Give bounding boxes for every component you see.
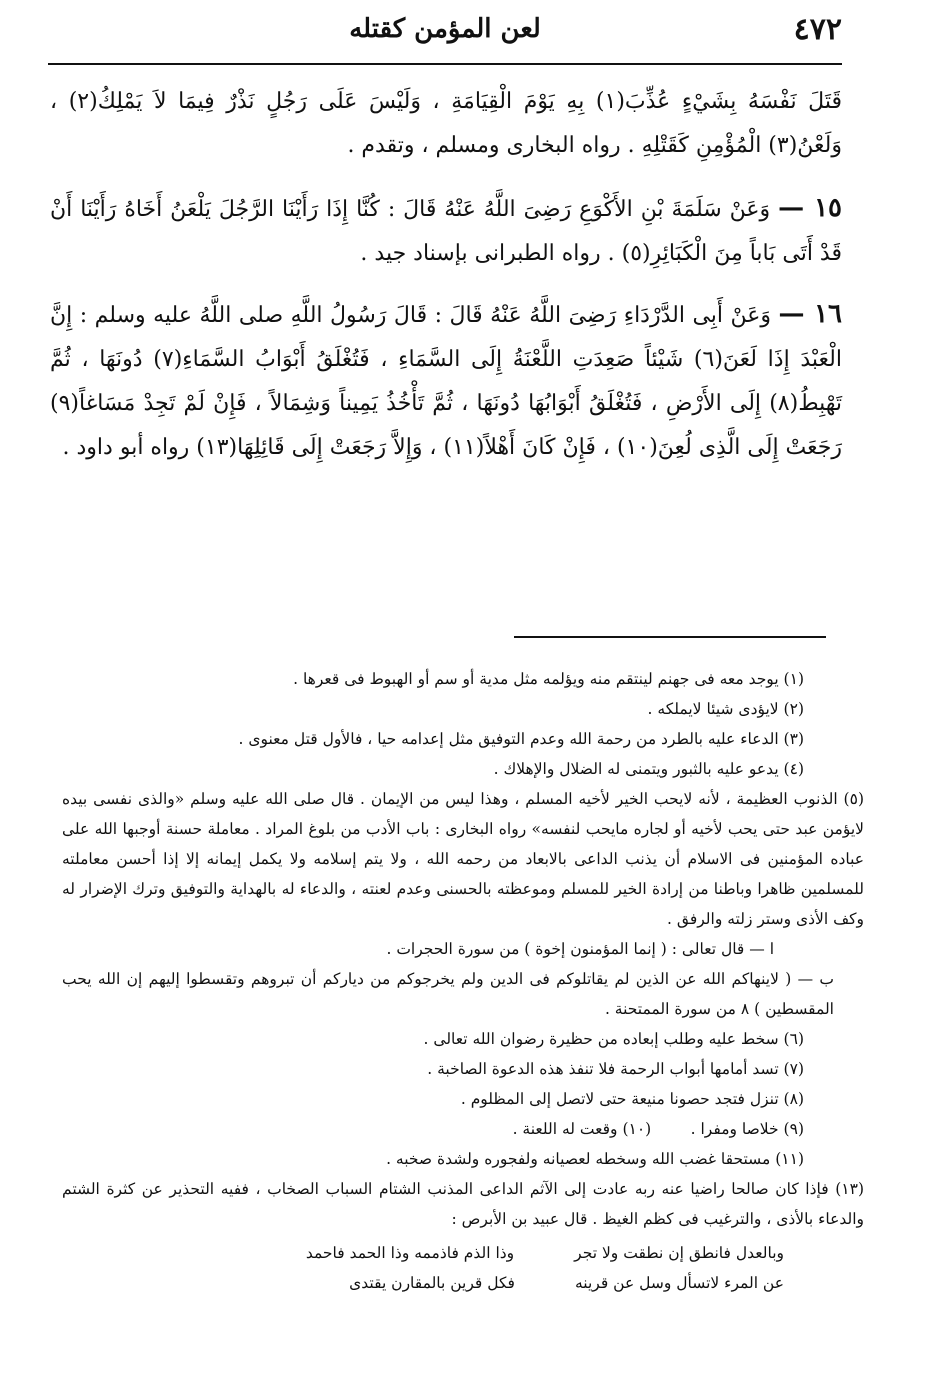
footnote-1: (١) يوجد معه فى جهنم لينتقم منه ويؤلمه مثل مدية أو سم أو الهبوط فى قعرها .: [293, 670, 804, 688]
footnote-7: (٧) تسد أمامها أبواب الرحمة فلا تنفذ هذه الدعوة الصاخبة .: [427, 1060, 804, 1078]
paragraph-continuation: قَتَلَ نَفْسَهُ بِشَيْءٍ عُذِّبَ(١) بِهِ يَوْمَ الْقِيَامَةِ ، وَلَيْسَ عَلَى رَجُلٍ نَذْرٌ فِيمَا لاَ يَمْلِكُ(٢) ، وَلَعْنُ(٣) الْمُؤْمِنِ كَقَتْلِهِ . رواه البخارى ومسلم ، وتقدم .: [50, 89, 842, 158]
hadith-15: [50, 186, 842, 276]
poem-line: [62, 1268, 784, 1298]
running-title: لعن المؤمن كقتله: [349, 14, 541, 44]
poem: [62, 1238, 784, 1298]
poem-line: [62, 1238, 784, 1268]
footnote-9: (٩) خلاصا ومفرا .: [690, 1120, 804, 1138]
hadith-number: ١٥ —: [778, 193, 842, 223]
header-divider: [48, 63, 842, 65]
footnote-3: (٣) الدعاء عليه بالطرد من رحمة الله وعدم التوفيق مثل إعدامه حيا ، فالأول قتل معنوى .: [238, 730, 804, 748]
footnote-5-a: ا — قال تعالى : ( إنما المؤمنون إخوة ) من سورة الحجرات .: [386, 940, 774, 958]
poem-hemistich: عن المرء لاتسأل وسل عن قرينه: [574, 1274, 784, 1292]
hadith-number: ١٦ —: [778, 299, 842, 329]
footnote-4: (٤) يدعو عليه بالثبور ويتمنى له الضلال والإهلاك .: [493, 760, 804, 778]
footnote-8: (٨) تنزل فتجد حصونا منيعة حتى لاتصل إلى المظلوم .: [460, 1090, 804, 1108]
poem-hemistich: وبالعدل فانطق إن نطقت ولا تجر: [574, 1244, 784, 1262]
poem-hemistich: فكل قرين بالمقارن يقتدى: [349, 1274, 515, 1292]
footnote-10: (١٠) وقعت له اللعنة .: [512, 1120, 652, 1138]
footnote-2: (٢) لايؤدى شيئا لايملكه .: [647, 700, 804, 718]
footnote-11: (١١) مستحقا غضب الله وسخطه لعصيانه ولفجوره ولشدة صخبه .: [386, 1150, 804, 1168]
footnotes: [62, 664, 864, 1298]
page-number: ٤٧٢: [793, 12, 842, 47]
footnote-5: (٥) الذنوب العظيمة ، لأنه لايحب الخير لأخيه المسلم ، وهذا ليس من الإيمان . قال صلى الله عليه وسلم «والذى نفسى بيده لايؤمن عبد حتى يحب لأخيه أو لجاره مايحب لنفسه» رواه البخارى : باب الأدب من بلوغ المراد . معاملة حسنة أوجبها الله على عباده المؤمنين فى الاسلام أن يذنب الداعى بالابعاد من رحمه الله ، ولا يتم إسلامه ولا يكمل إيمانه إلا إذا أحسن معاملته للمسلمين ظاهرا وباطنا من إرادة الخير للمسلم وموعظته بالحسنى وعدم لعنته ، والدعاء له بالهداية والتوفيق وترك الإضرار له وكف الأذى وستر زلته والرفق .: [62, 790, 864, 928]
hadith-text: وَعَنْ أَبِى الدَّرْدَاءِ رَضِىَ اللَّهُ عَنْهُ قَالَ : قَالَ رَسُولُ اللَّهِ صلى اللَّهُ عليه وسلم : إِنَّ الْعَبْدَ إِذَا لَعَنَ(٦) شَيْئاً صَعِدَتِ اللَّعْنَةُ إِلَى السَّمَاءِ ، فَتُغْلَقُ أَبْوَابُ السَّمَاءِ(٧) دُونَهَا ، ثُمَّ تَهْبِطُ(٨) إِلَى الأَرْضِ ، فَتُغْلَقُ أَبْوَابُهَا دُونَهَا ، ثُمَّ تَأْخُذُ يَمِيناً وَشِمَالاً ، فَإِنْ لَمْ تَجِدْ مَسَاغاً(٩) رَجَعَتْ إِلَى الَّذِى لُعِنَ(١٠) ، فَإِنْ كَانَ أَهْلاً(١١) ، وَإِلاَّ رَجَعَتْ إِلَى قَائِلِهَا(١٣) رواه أبو داود .: [50, 303, 842, 460]
footnote-6: (٦) سخط عليه وطلب إبعاده من حظيرة رضوان الله تعالى .: [423, 1030, 804, 1048]
poem-hemistich: وذا الذم فاذممه وذا الحمد فاحمد: [305, 1244, 515, 1262]
main-text: [50, 80, 842, 486]
footnote-9-10: [62, 1114, 804, 1144]
hadith-16: [50, 292, 842, 470]
footnotes-divider: [514, 636, 826, 638]
hadith-text: وَعَنْ سَلَمَةَ بْنِ الأَكْوَعِ رَضِىَ اللَّهُ عَنْهُ قَالَ : كُنَّا إِذَا رَأَيْنَا الرَّجُلَ يَلْعَنُ أَخَاهُ رَأَيْنَا أَنْ قَدْ أَتَى بَاباً مِنَ الْكَبَائِرِ(٥) . رواه الطبرانى بإسناد جيد .: [50, 197, 842, 266]
page-header: [48, 12, 842, 56]
footnote-5-b: ب — ( لاينهاكم الله عن الذين لم يقاتلوكم فى الدين ولم يخرجوكم من دياركم أن تبروهم وتقسطوا إليهم إن الله يحب المقسطين ) ٨ من سورة الممتحنة .: [62, 970, 834, 1018]
footnote-13: (١٣) فإذا كان صالحا راضيا عنه ربه عادت إلى الآثم الداعى المذنب الشتام السباب الصخاب ، ففيه التحذير عن كثرة الشتم والدعاء بالأذى ، والترغيب فى كظم الغيظ . قال عبيد بن الأبرص :: [62, 1180, 864, 1228]
